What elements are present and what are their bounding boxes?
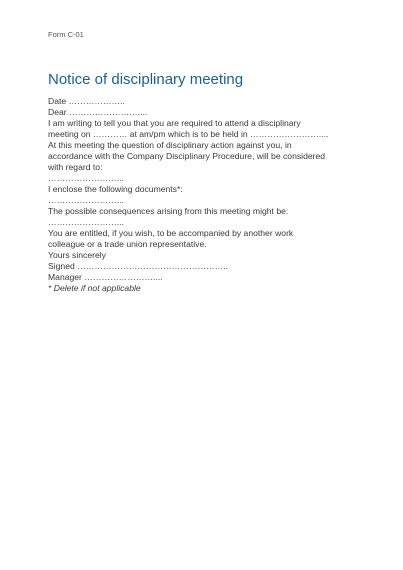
manager-line: Manager ……………………....: [48, 272, 163, 282]
paragraph-line: You are entitled, if you wish, to be accompanied by another work: [48, 228, 294, 238]
salutation-line: Dear ……………………....: [48, 107, 148, 117]
signature-line: Signed ……………………………………………..: [48, 261, 229, 271]
enclose-documents-line: I enclose the following documents*:: [48, 184, 183, 194]
paragraph-line: meeting on ………… at am/pm which is to be held in ……………………....: [48, 129, 329, 139]
entitlement-paragraph: [48, 228, 378, 250]
paragraph-line: colleague or a trade union representative.: [48, 239, 207, 249]
form-code: Form C-01: [48, 30, 84, 39]
disciplinary-action-paragraph: [48, 140, 378, 173]
closing-line: Yours sincerely: [48, 250, 106, 260]
footnote: * Delete if not applicable: [48, 283, 141, 293]
date-line: Date ………………..: [48, 96, 125, 106]
documents-placeholder: ……………………...: [48, 195, 124, 205]
meeting-request-paragraph: [48, 118, 378, 140]
paragraph-line: accordance with the Company Disciplinary Procedure, will be considered: [48, 151, 326, 161]
paragraph-line: At this meeting the question of disciplinary action against you, in: [48, 140, 292, 150]
document-title: Notice of disciplinary meeting: [48, 71, 244, 88]
consequences-placeholder: ……………………...: [48, 217, 124, 227]
letter-body: [48, 96, 378, 294]
regard-placeholder: ……………………...: [48, 173, 124, 183]
paragraph-line: with regard to:: [48, 162, 103, 172]
consequences-line: The possible consequences arising from this meeting might be:: [48, 206, 289, 216]
paragraph-line: I am writing to tell you that you are required to attend a disciplinary: [48, 118, 301, 128]
